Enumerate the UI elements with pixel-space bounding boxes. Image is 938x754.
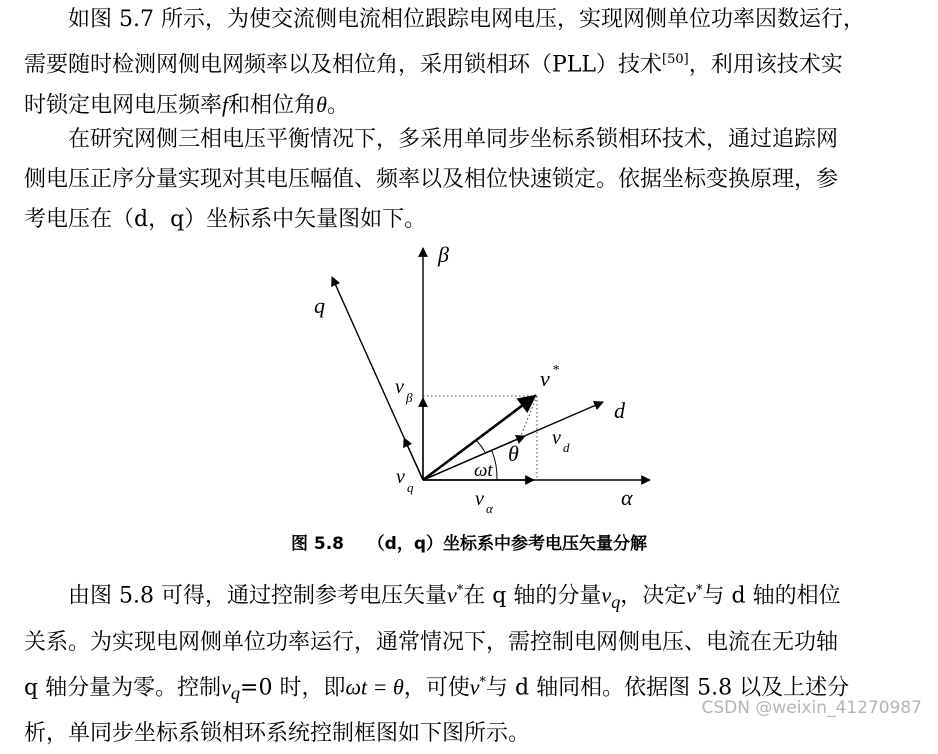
alpha-label: α xyxy=(621,485,633,510)
p1-line-3-text-b: 和相位角 xyxy=(228,93,317,119)
p3-line-3-text-c: ，可使 xyxy=(403,675,470,701)
q-label: q xyxy=(314,293,325,318)
p1-line-1-text: 如图 5.7 所示，为使交流侧电流相位跟踪电网电压，实现网侧单位功率因数运行， xyxy=(68,7,865,32)
v-star-label: v xyxy=(540,366,550,391)
p3-line-1-text-c: ，决定 xyxy=(620,583,687,609)
symbol-q: q xyxy=(611,591,621,612)
p3-line-1-text-a: 由图 5.8 可得，通过控制参考电压矢量 xyxy=(68,583,447,609)
v-beta-subscript: β xyxy=(406,390,413,405)
p3-line-4: 析，单同步坐标系锁相环系统控制框图如下图所示。 xyxy=(24,721,531,747)
theta-arc xyxy=(476,440,485,452)
p3-line-1-text-b: 在 q 轴的分量 xyxy=(463,583,602,609)
beta-label: β xyxy=(438,242,449,267)
omega-t-arc xyxy=(492,451,497,480)
p1-line-2-text-a: 需要随时检测网侧电网频率以及相位角，采用锁相环（PLL）技术 xyxy=(24,52,663,78)
symbol-vq-2: v xyxy=(221,674,231,700)
symbol-f: f xyxy=(222,92,229,118)
v-star-superscript: * xyxy=(552,363,559,378)
p1-line-3-text-c: 。 xyxy=(326,93,349,119)
p2-line-3: 考电压在（d，q）坐标系中矢量图如下。 xyxy=(24,207,427,232)
v-alpha-label: v xyxy=(475,488,484,510)
v-beta-label: v xyxy=(395,376,404,398)
symbol-v: v xyxy=(446,582,457,608)
figure-caption: 图 5.8 （d，q）坐标系中参考电压矢量分解 xyxy=(290,534,648,554)
p2-line-2: 侧电压正序分量实现对其电压幅值、频率以及相位快速锁定。依据坐标变换原理，参 xyxy=(24,167,839,192)
symbol-q-2: q xyxy=(230,683,241,704)
symbol-vq-sub xyxy=(611,592,620,613)
symbol-v-2: v xyxy=(686,582,697,608)
theta-label: θ xyxy=(508,441,519,466)
p2-line-1: 在研究网侧三相电压平衡情况下，多采用单同步坐标系锁相环技术，通过追踪网 xyxy=(68,127,839,152)
p3-line-1 xyxy=(24,571,914,623)
p1-line-3-text-a: 时锁定电网电压频率 xyxy=(24,93,223,119)
symbol-vq: v xyxy=(601,582,612,608)
csdn-watermark: CSDN @weixin_41270987 xyxy=(701,698,922,718)
symbol-star: * xyxy=(456,583,464,598)
citation-ref: [50] xyxy=(662,52,689,67)
omega-t-label: ωt xyxy=(474,460,493,481)
p3-line-3-text-a: q 轴分量为零。控制 xyxy=(24,675,222,701)
symbol-vq-2-sub xyxy=(231,683,240,704)
symbol-theta: θ xyxy=(316,92,327,118)
v-q-subscript: q xyxy=(407,480,414,495)
v-d-label: v xyxy=(552,427,561,449)
symbol-v-3: v xyxy=(469,674,480,700)
p3-line-2: 关系。为实现电网侧单位功率运行，通常情况下，需控制电网侧电压、电流在无功轴 xyxy=(24,629,839,655)
symbol-star-2: * xyxy=(696,583,703,598)
p3-line-3-text-d: 与 d 轴同相。依据图 5.8 以及上述分 xyxy=(486,675,850,701)
v-d-subscript: d xyxy=(563,440,570,455)
v-alpha-subscript: α xyxy=(486,501,493,516)
v-q-component xyxy=(404,438,423,480)
v-q-label: v xyxy=(396,466,405,488)
paragraph-3 xyxy=(24,571,914,754)
p1-line-2-text-b: ，利用该技术实 xyxy=(688,52,843,78)
symbol-star-3: * xyxy=(479,674,487,690)
p3-line-3-text-b: =0 时，即 xyxy=(240,675,346,701)
equation-omega-t-theta: ωt = θ xyxy=(345,674,404,700)
p3-line-1-text-d: 与 d 轴的相位 xyxy=(702,583,841,609)
d-label: d xyxy=(614,398,625,423)
